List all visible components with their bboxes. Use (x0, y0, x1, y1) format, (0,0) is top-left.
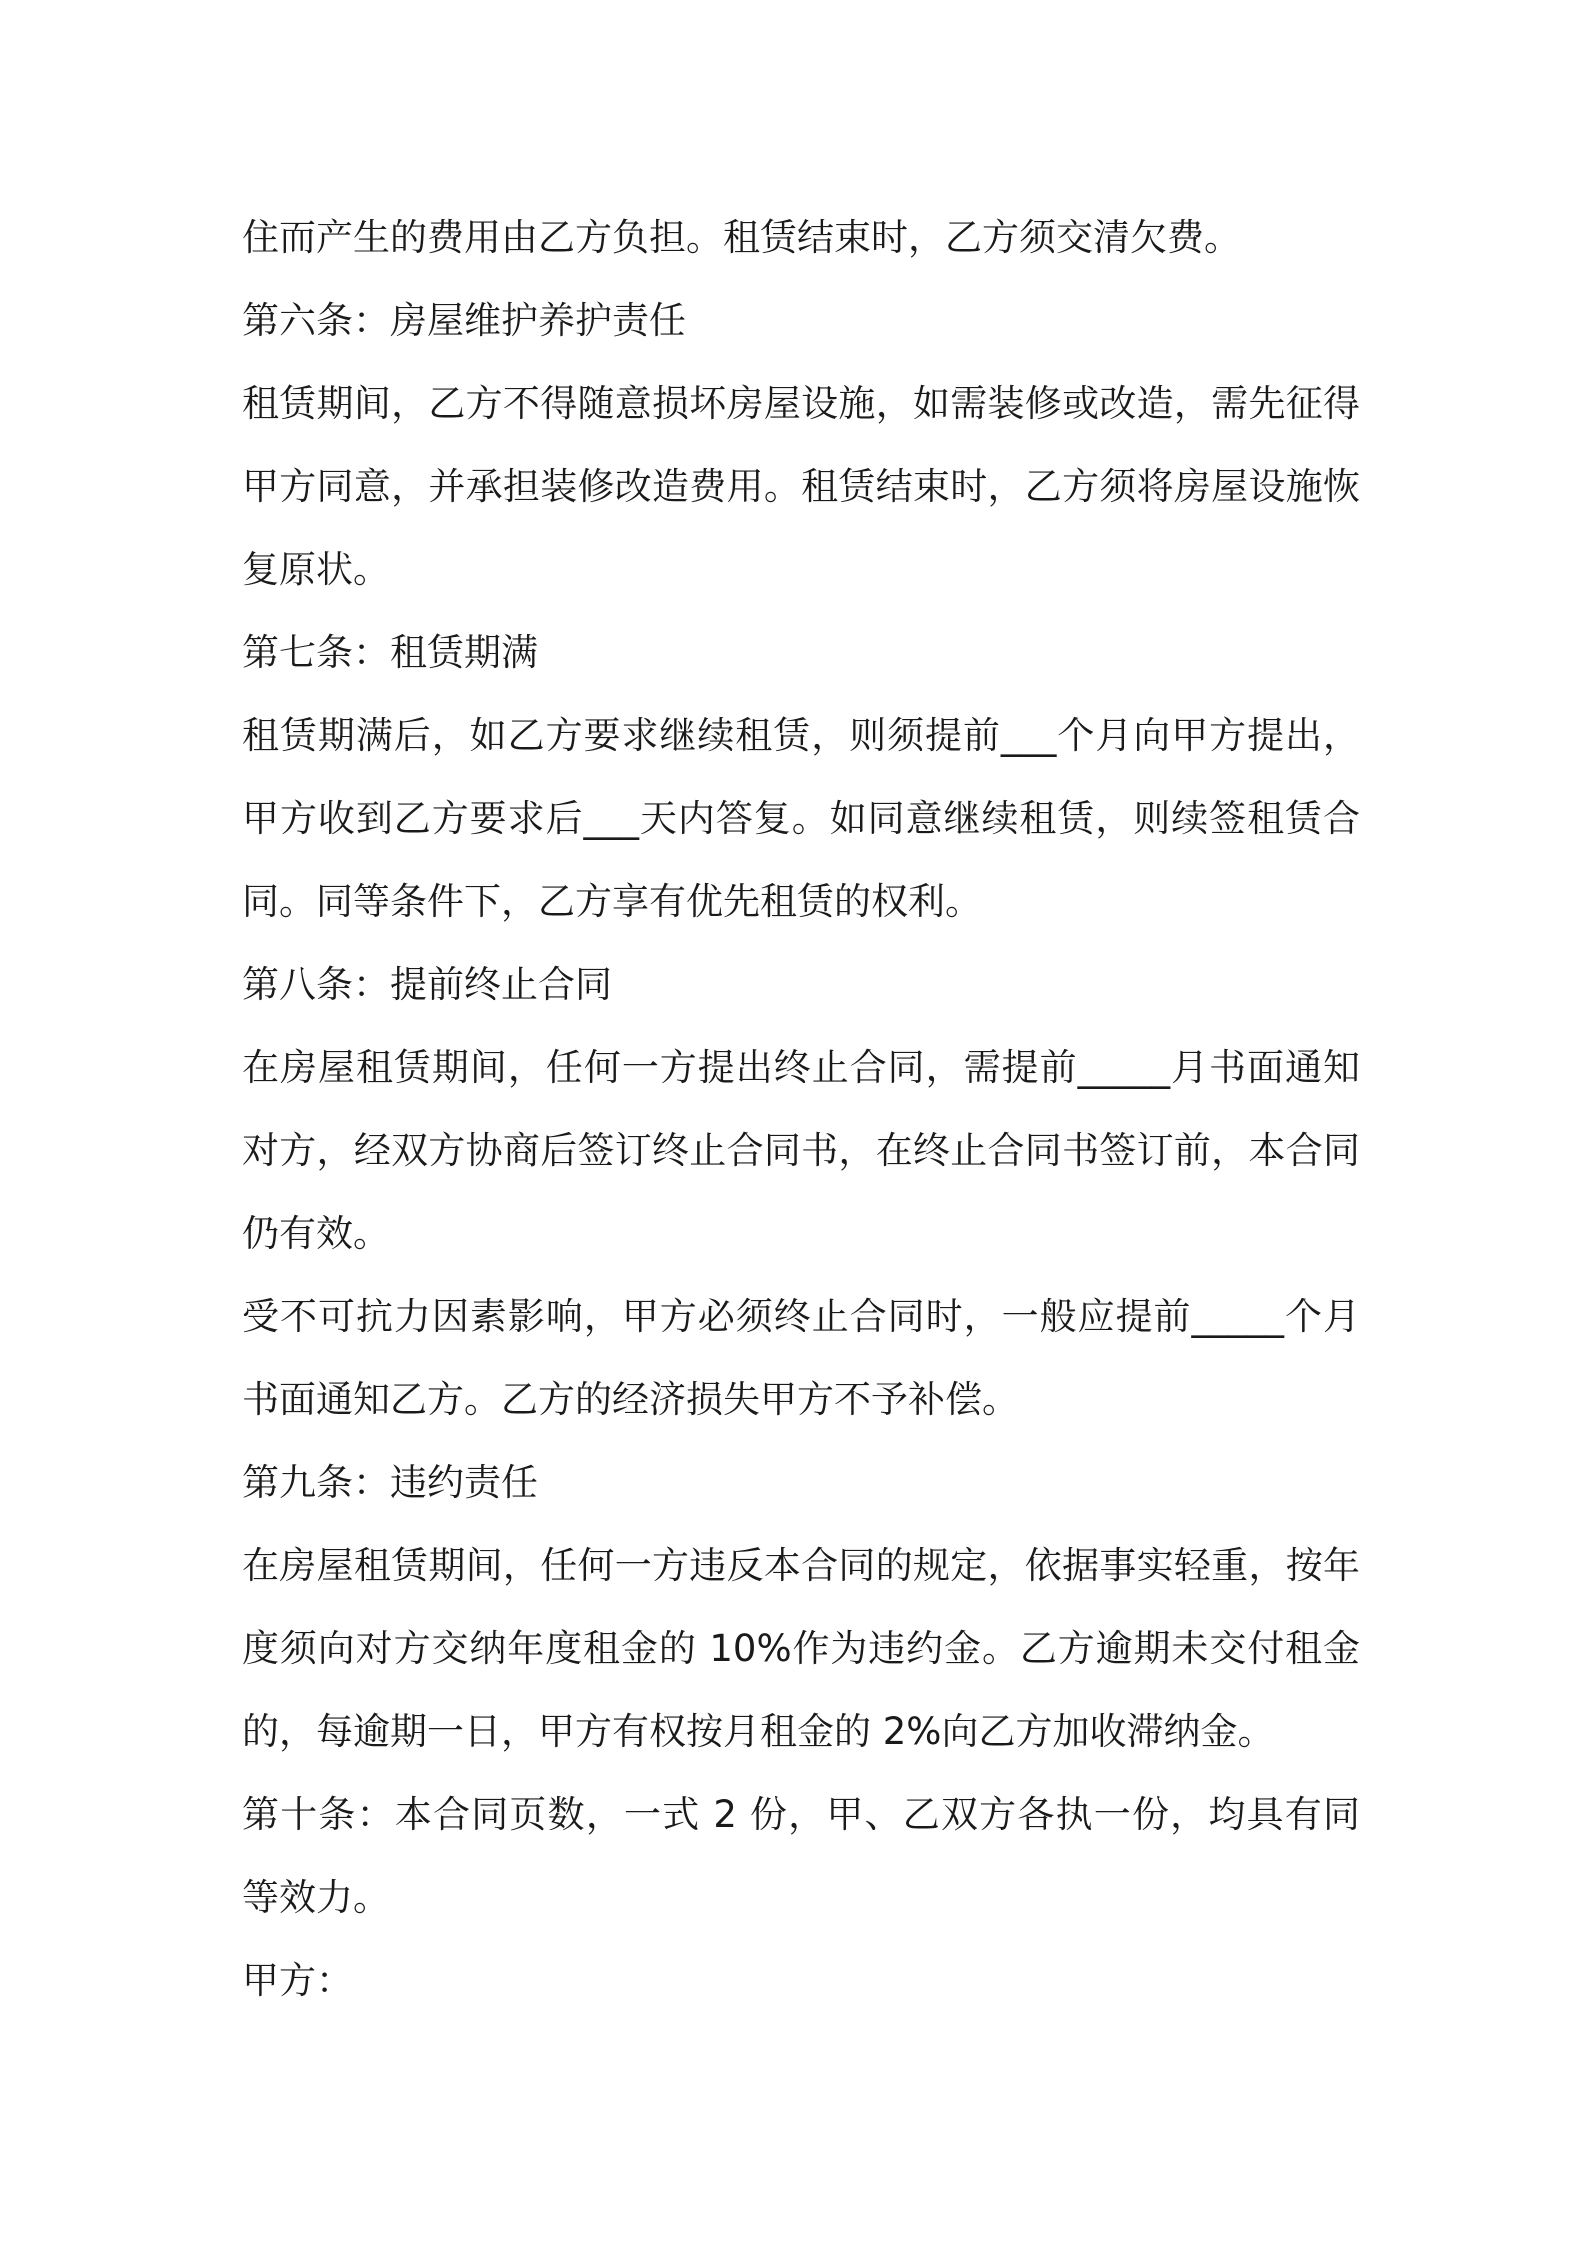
heading-article-7: 第七条：租赁期满 (242, 631, 538, 674)
paragraph-early-termination: 在房屋租赁期间，任何一方提出终止合同，需提前_____月书面通知对方，经双方协商后签订终止合同书，在终止合同书签订前，本合同仍有效。 (242, 1046, 1360, 1255)
heading-article-8: 第八条：提前终止合同 (242, 963, 612, 1006)
document-body (242, 196, 1360, 2022)
heading-article-6: 第六条：房屋维护养护责任 (242, 299, 686, 342)
paragraph-lease-expiry: 租赁期满后，如乙方要求继续租赁，则须提前___个月向甲方提出，甲方收到乙方要求后___天内答复。如同意继续租赁，则续签租赁合同。同等条件下，乙方享有优先租赁的权利。 (242, 714, 1360, 923)
paragraph-article-10-copies: 第十条：本合同页数，一式 2 份，甲、乙双方各执一份，均具有同等效力。 (242, 1793, 1360, 1919)
heading-article-9: 第九条：违约责任 (242, 1461, 538, 1504)
paragraph-maintenance: 租赁期间，乙方不得随意损坏房屋设施，如需装修或改造，需先征得甲方同意，并承担装修改造费用。租赁结束时，乙方须将房屋设施恢复原状。 (242, 382, 1360, 591)
paragraph-force-majeure: 受不可抗力因素影响，甲方必须终止合同时，一般应提前_____个月书面通知乙方。乙方的经济损失甲方不予补偿。 (242, 1295, 1360, 1421)
signature-party-a-label: 甲方： (242, 1959, 353, 2002)
paragraph-breach-liability: 在房屋租赁期间，任何一方违反本合同的规定，依据事实轻重，按年度须向对方交纳年度租金的 10%作为违约金。乙方逾期未交付租金的，每逾期一日，甲方有权按月租金的 2%向乙方加收滞纳金。 (242, 1544, 1360, 1753)
paragraph-fee-responsibility: 住而产生的费用由乙方负担。租赁结束时，乙方须交清欠费。 (242, 216, 1241, 259)
